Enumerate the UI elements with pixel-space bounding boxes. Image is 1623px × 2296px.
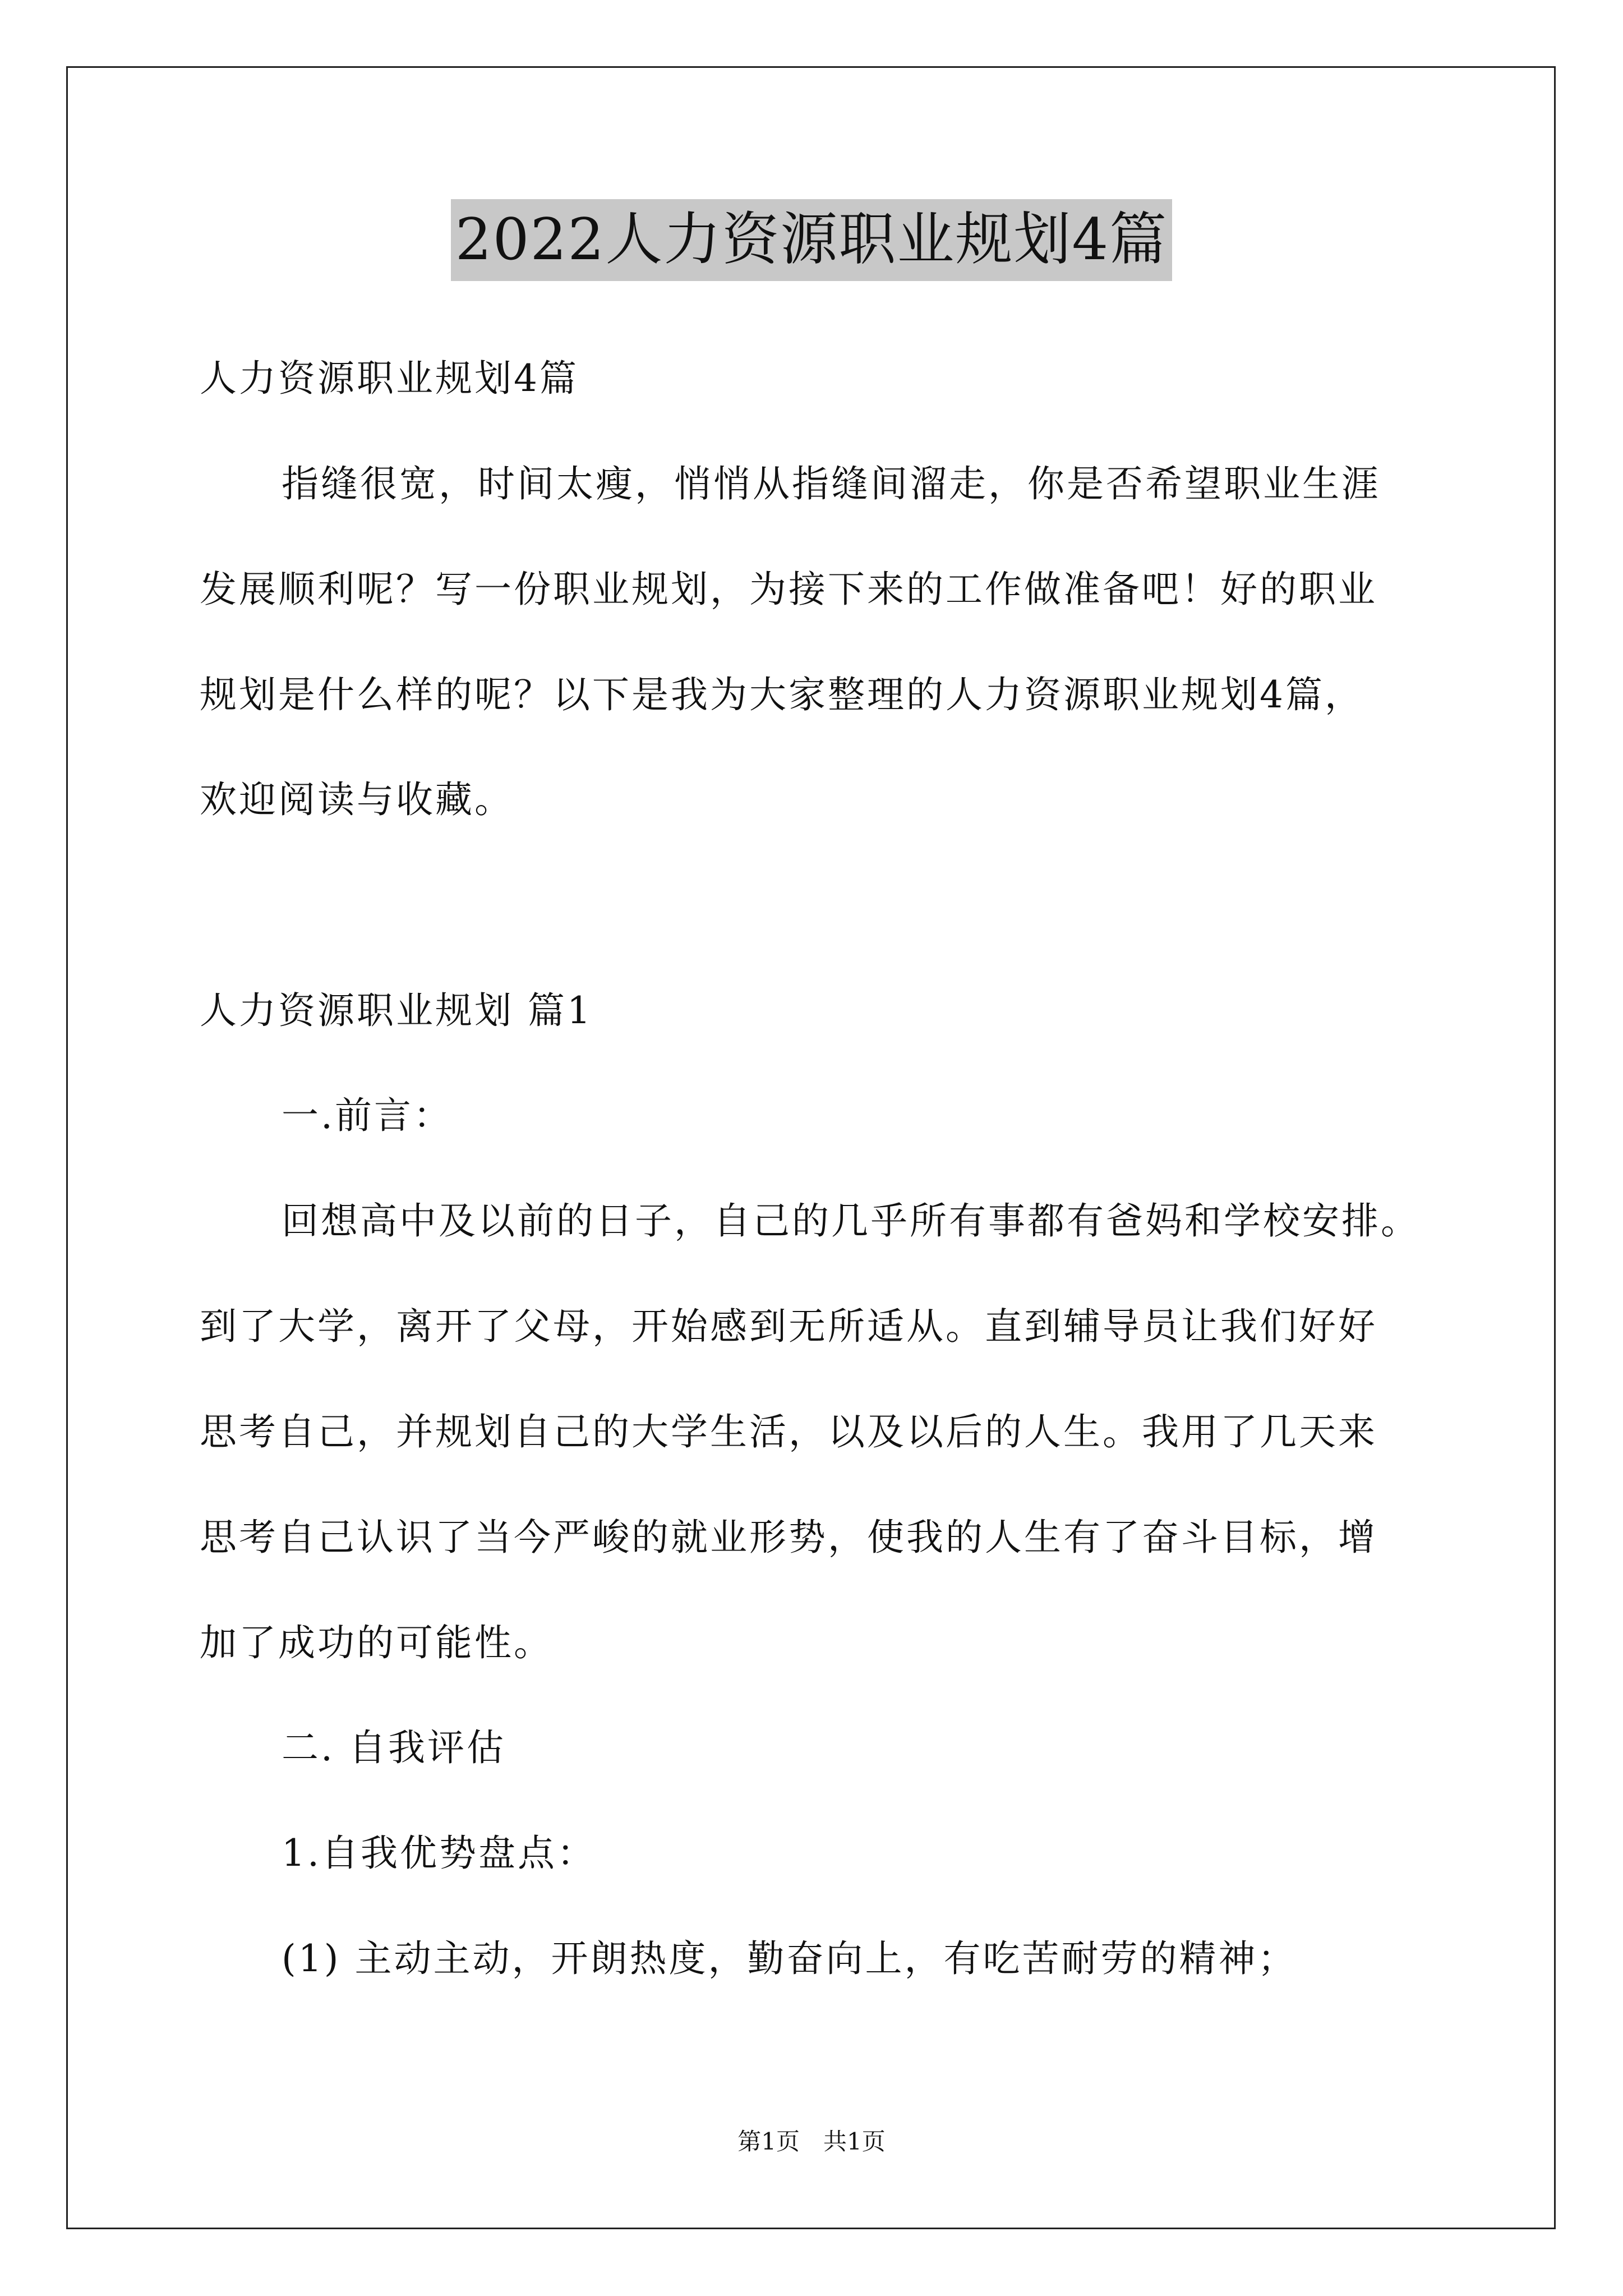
heading-preface: 一.前言： <box>282 1094 453 1137</box>
heading-strengths: 1.自我优势盘点： <box>282 1832 596 1875</box>
heading-self-assessment: 二. 自我评估 <box>282 1726 506 1769</box>
paragraph-line-3: 思考自己，并规划自己的大学生活，以及以后的人生。我用了几天来 <box>200 1410 1377 1453</box>
intro-line-3: 规划是什么样的呢？以下是我为大家整理的人力资源职业规划4篇， <box>200 673 1364 716</box>
list-item-1: (1) 主动主动，开朗热度，勤奋向上，有吃苦耐劳的精神； <box>282 1937 1297 1980</box>
intro-line-2: 发展顺利呢？写一份职业规划，为接下来的工作做准备吧！好的职业 <box>200 568 1377 611</box>
paragraph-line-1: 回想高中及以前的日子，自己的几乎所有事都有爸妈和学校安排。 <box>282 1199 1420 1243</box>
paragraph-line-2: 到了大学，离开了父母，开始感到无所适从。直到辅导员让我们好好 <box>200 1305 1377 1348</box>
page-footer: 第1页 共1页 <box>737 2128 886 2155</box>
intro-line-1: 指缝很宽，时间太瘦，悄悄从指缝间溜走，你是否希望职业生涯 <box>282 462 1381 505</box>
title-container <box>0 199 1623 281</box>
paragraph-line-5: 加了成功的可能性。 <box>200 1621 553 1664</box>
paragraph-line-4: 思考自己认识了当今严峻的就业形势，使我的人生有了奋斗目标，增 <box>200 1516 1377 1559</box>
document-subtitle: 人力资源职业规划4篇 <box>200 357 579 400</box>
intro-line-4: 欢迎阅读与收藏。 <box>200 778 514 821</box>
section-heading: 人力资源职业规划 篇1 <box>200 989 593 1032</box>
document-title: 2022人力资源职业规划4篇 <box>451 199 1172 281</box>
